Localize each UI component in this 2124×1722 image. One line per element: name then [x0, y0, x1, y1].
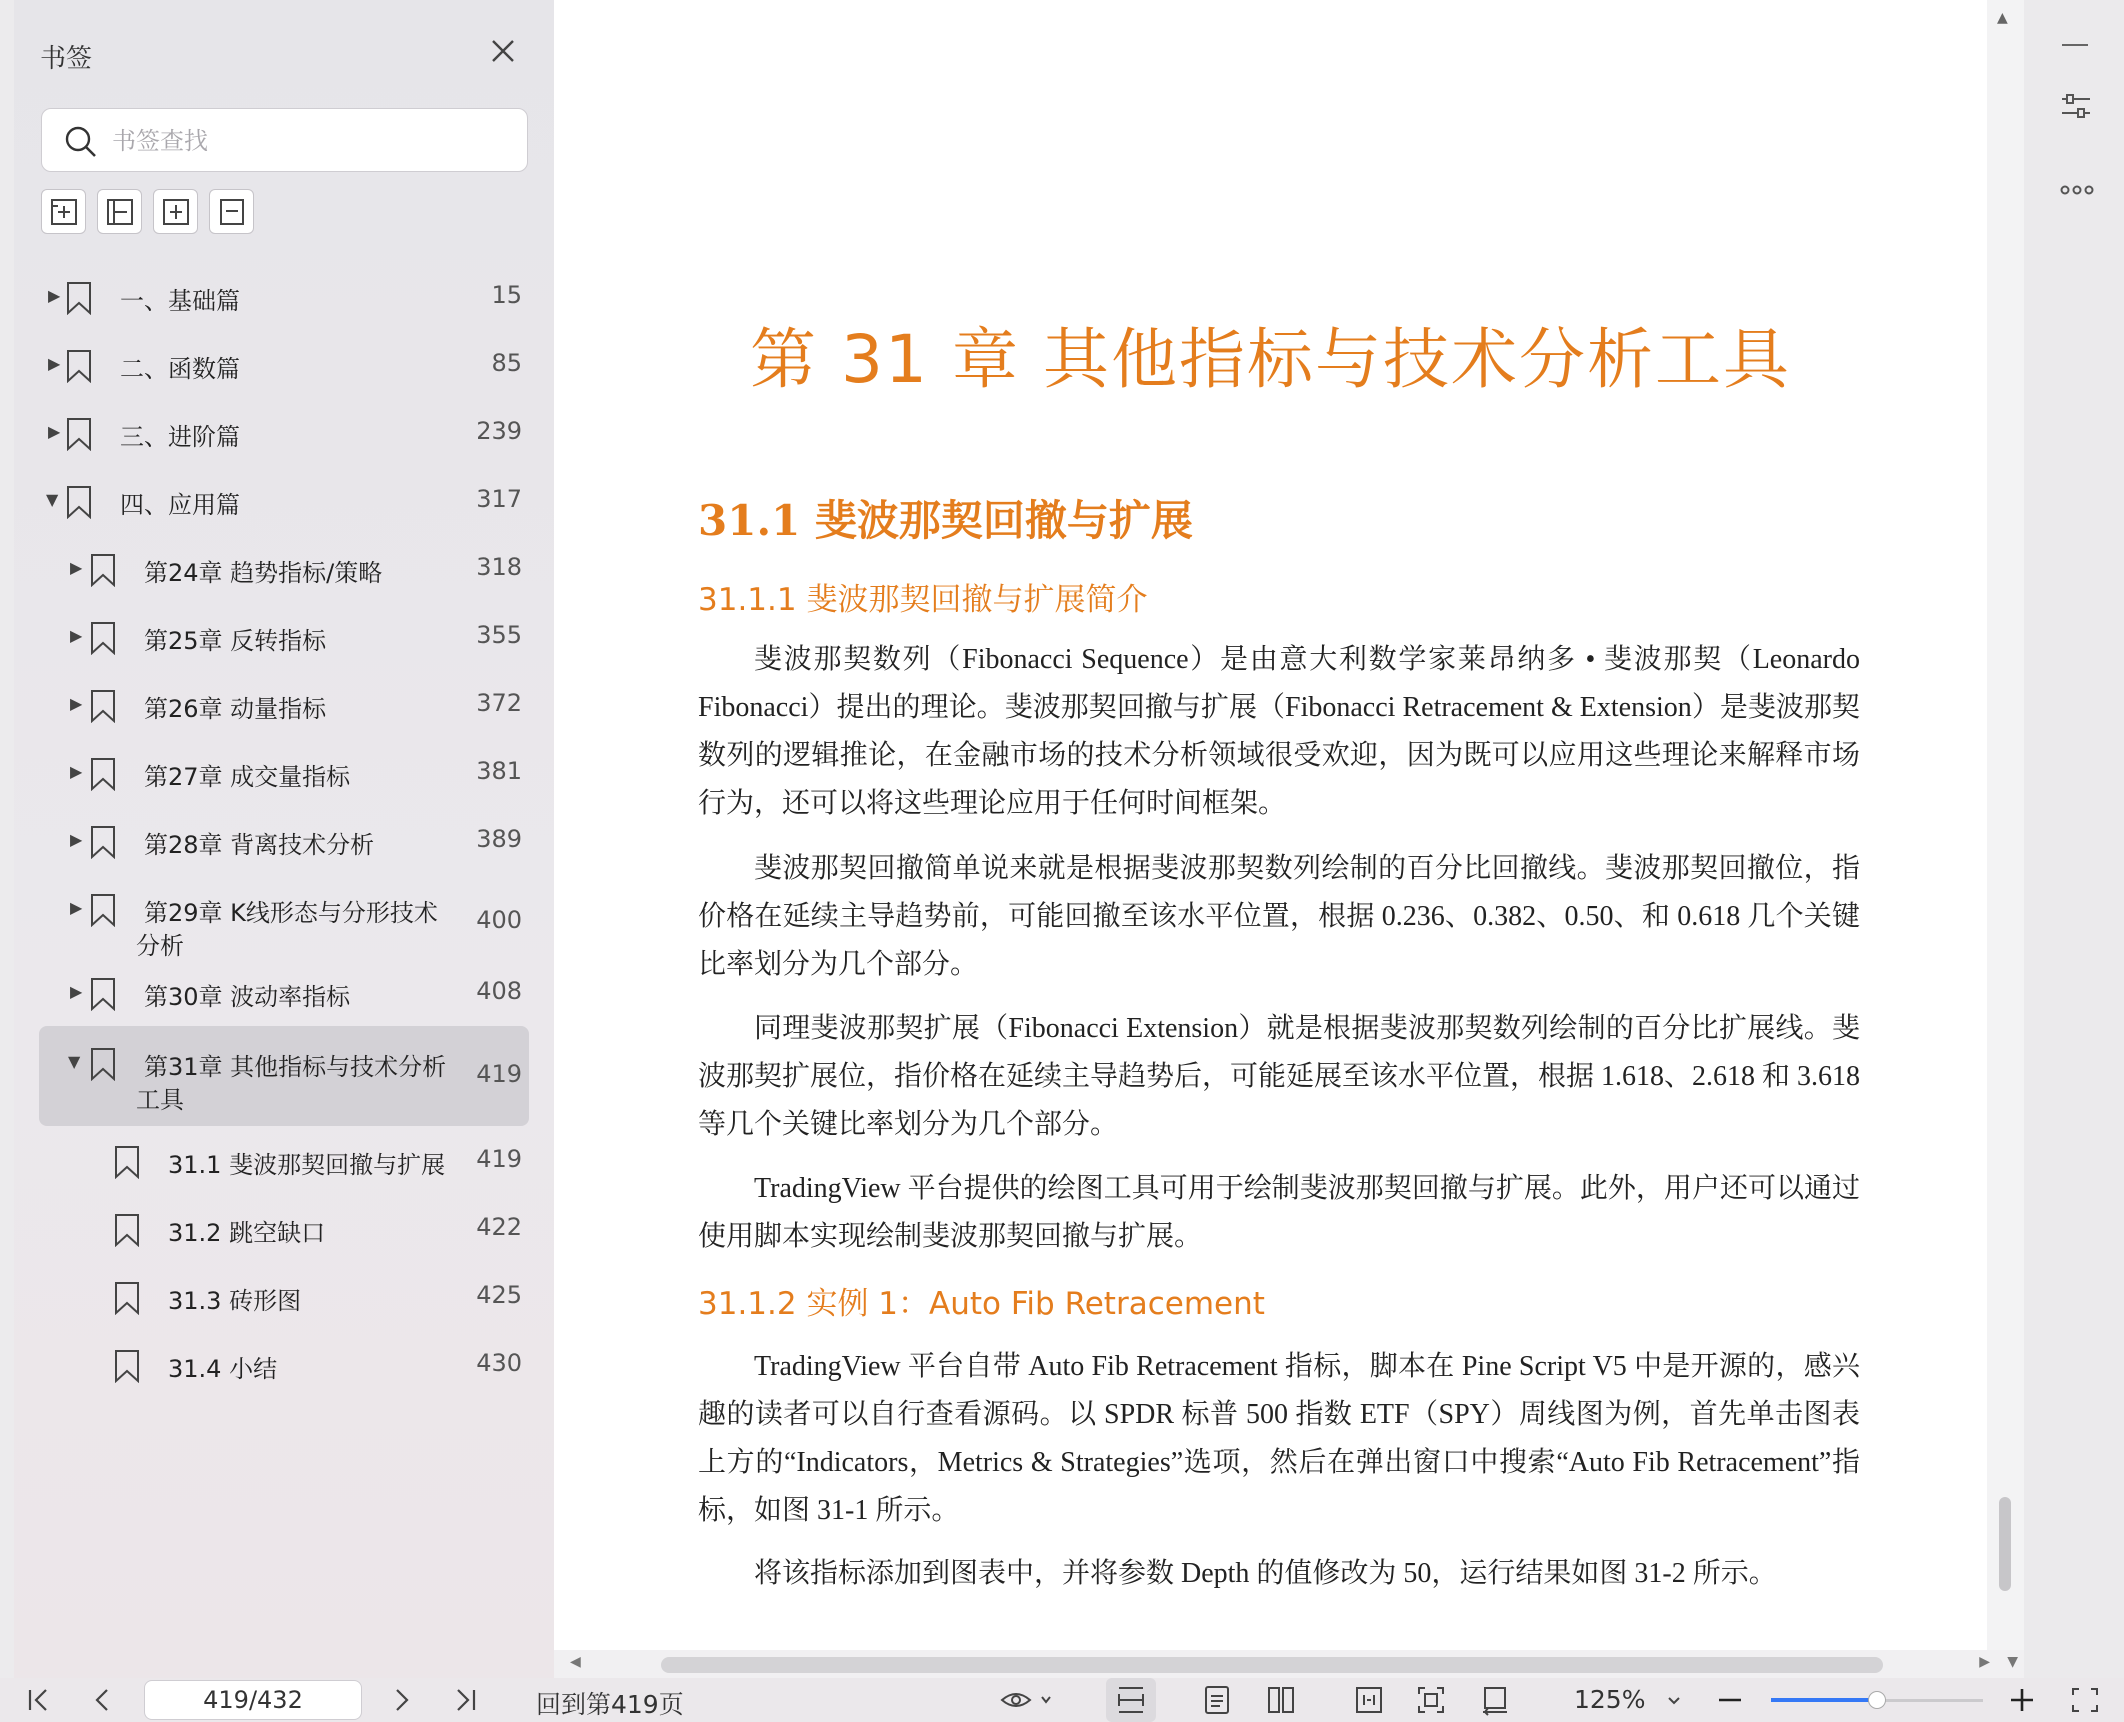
expand-arrow-icon[interactable]: ▶	[70, 558, 83, 577]
zoom-out-button[interactable]	[1716, 1684, 1744, 1716]
panel-title: 书签	[40, 44, 93, 74]
zoom-level[interactable]: 125%	[1574, 1685, 1646, 1714]
bookmark-label: 第30章 波动率指标	[144, 983, 351, 1011]
collapse-bookmark-button[interactable]	[97, 189, 142, 234]
bookmark-label: 31.3 砖形图	[168, 1287, 302, 1315]
bookmark-page: 425	[476, 1281, 522, 1309]
single-page-icon	[1202, 1684, 1232, 1716]
minimize-icon[interactable]	[2060, 30, 2090, 60]
bookmark-label-continued: 工具	[136, 1086, 184, 1114]
two-page-icon	[1266, 1684, 1296, 1716]
bookmark-icon	[90, 757, 116, 791]
subsection-heading: 31.1.2 实例 1：Auto Fib Retracement	[698, 1286, 1265, 1322]
bookmark-icon	[90, 621, 116, 655]
bookmark-label: 31.1 斐波那契回撤与扩展	[168, 1151, 446, 1179]
expand-arrow-icon[interactable]: ▶	[48, 354, 61, 373]
bookmark-page: 85	[491, 349, 522, 377]
bookmark-page: 239	[476, 417, 522, 445]
bookmark-icon	[114, 1213, 140, 1247]
expand-arrow-icon[interactable]: ▶	[70, 982, 83, 1001]
minus-icon	[1716, 1684, 1744, 1716]
zoom-in-button[interactable]	[2008, 1684, 2036, 1716]
bookmark-icon	[90, 1047, 116, 1081]
bookmark-item[interactable]	[14, 876, 554, 962]
bookmark-page: 355	[476, 621, 522, 649]
paragraph: 同理斐波那契扩展（Fibonacci Extension）就是根据斐波那契数列绘制的百分比扩展线。斐波那契扩展位，指价格在延续主导趋势后，可能延展至该水平位置，根据 1.618、2.618 和 3.618 等几个关键比率划分为几个部分。	[698, 1013, 1861, 1140]
next-page-button[interactable]	[390, 1684, 414, 1716]
bookmark-label: 第26章 动量指标	[144, 695, 327, 723]
bookmark-item[interactable]	[14, 1264, 554, 1332]
bookmark-item[interactable]	[14, 740, 554, 808]
scroll-right-arrow-icon[interactable]: ▶	[1979, 1654, 1990, 1670]
right-rail	[2024, 0, 2124, 1678]
bookmark-icon	[90, 553, 116, 587]
expand-arrow-icon[interactable]: ▶	[70, 694, 83, 713]
paragraph: TradingView 平台自带 Auto Fib Retracement 指标，脚本在 Pine Script V5 中是开源的，感兴趣的读者可以自行查看源码。以 SPDR 标普 500 指数 ETF（SPY）周线图为例，首先单击图表上方的“Indicators，Metrics & Strategies”选项，然后在弹出窗口中搜索“Auto Fib Retracement”指标，如图 31-1 所示。	[698, 1351, 1860, 1526]
paragraph: 斐波那契数列（Fibonacci Sequence）是由意大利数学家莱昂纳多 • 斐波那契（Leonardo Fibonacci）提出的理论。斐波那契回撤与扩展（Fibonacci Retracement & Extension）是斐波那契数列的逻辑推论，在金融市场的技术分析领域很受欢迎，因为既可以应用这些理论来解释市场行为，还可以将这些理论应用于任何时间框架。	[698, 644, 1860, 819]
chapter-title: 第 31 章 其他指标与技术分析工具	[750, 321, 1791, 398]
rotate-page-icon	[1480, 1684, 1510, 1716]
bookmark-item[interactable]	[14, 1196, 554, 1264]
bookmark-label: 一、基础篇	[120, 287, 240, 315]
bookmark-item[interactable]	[14, 264, 554, 332]
bookmark-item[interactable]	[14, 1332, 554, 1400]
bookmark-item-selected[interactable]	[14, 1030, 554, 1116]
bottom-toolbar	[0, 1678, 2124, 1722]
vertical-scrollbar[interactable]	[1987, 0, 2024, 1650]
bookmark-item[interactable]	[14, 332, 554, 400]
bookmark-list	[14, 264, 554, 1400]
bookmark-page: 372	[476, 689, 522, 717]
last-page-icon	[454, 1684, 478, 1716]
eye-icon	[1000, 1684, 1060, 1716]
bookmark-item[interactable]	[14, 400, 554, 468]
chevron-right-icon	[390, 1684, 414, 1716]
scroll-up-arrow-icon[interactable]: ▲	[1997, 10, 2008, 26]
pdf-page	[554, 0, 1987, 1650]
bookmark-search[interactable]	[41, 108, 528, 172]
paragraph: 将该指标添加到图表中，并将参数 Depth 的值修改为 50，运行结果如图 31-2 所示。	[754, 1558, 1777, 1589]
bookmark-item[interactable]	[14, 672, 554, 740]
bookmark-page: 15	[491, 281, 522, 309]
first-page-icon	[26, 1684, 50, 1716]
expand-arrow-icon[interactable]: ▶	[70, 898, 83, 917]
horizontal-scrollbar[interactable]	[554, 1650, 2024, 1680]
bookmark-icon	[114, 1281, 140, 1315]
bookmark-page: 408	[476, 977, 522, 1005]
page-number-input[interactable]: 419/432	[144, 1680, 362, 1720]
bookmark-page: 422	[476, 1213, 522, 1241]
bookmark-icon	[114, 1349, 140, 1383]
subsection-heading: 31.1.1 斐波那契回撤与扩展简介	[698, 582, 1148, 618]
view-mode-dropdown[interactable]	[1000, 1684, 1060, 1716]
expand-arrow-icon[interactable]: ▶	[70, 830, 83, 849]
bookmark-page: 430	[476, 1349, 522, 1377]
bookmark-page: 318	[476, 553, 522, 581]
bookmark-label: 第25章 反转指标	[144, 627, 327, 655]
bookmark-label: 31.2 跳空缺口	[168, 1219, 326, 1247]
bookmark-label: 第24章 趋势指标/策略	[144, 559, 383, 587]
goto-page-link[interactable]: 回到第419页	[536, 1690, 684, 1719]
collapse-arrow-icon[interactable]: ▼	[68, 1052, 81, 1071]
bookmark-label: 第29章 K线形态与分形技术	[144, 899, 438, 927]
bookmark-page: 317	[476, 485, 522, 513]
expand-arrow-icon[interactable]: ▶	[48, 422, 61, 441]
more-options-icon[interactable]	[2060, 180, 2094, 200]
bookmark-button[interactable]	[209, 189, 254, 234]
bookmark-page: 389	[476, 825, 522, 853]
bookmark-search-input[interactable]	[112, 119, 512, 163]
bookmark-item[interactable]	[14, 536, 554, 604]
single-page-button[interactable]	[1202, 1684, 1232, 1716]
fit-width-icon	[1354, 1684, 1384, 1716]
bookmark-page: 400	[476, 906, 522, 934]
fit-page-button[interactable]	[1416, 1684, 1446, 1716]
last-page-button[interactable]	[454, 1684, 478, 1716]
bookmark-label: 第31章 其他指标与技术分析	[144, 1053, 447, 1081]
bookmark-panel	[14, 0, 554, 1678]
bookmark-label-continued: 分析	[136, 932, 184, 960]
settings-sliders-icon[interactable]	[2060, 90, 2092, 122]
scroll-down-arrow-icon[interactable]: ▼	[2007, 1654, 2018, 1670]
add-bookmark-button[interactable]	[41, 189, 86, 234]
bookmark-label: 四、应用篇	[120, 491, 240, 519]
scroll-left-arrow-icon[interactable]: ◀	[570, 1654, 581, 1670]
chevron-down-icon	[1664, 1684, 1684, 1716]
bookmark-label: 第27章 成交量指标	[144, 763, 351, 791]
search-icon	[64, 125, 98, 159]
close-icon[interactable]	[488, 36, 518, 66]
section-heading: 31.1 斐波那契回撤与扩展	[698, 496, 1193, 545]
bookmark-label: 31.4 小结	[168, 1355, 278, 1383]
fit-page-icon	[1416, 1684, 1446, 1716]
bookmark-item[interactable]	[14, 1128, 554, 1196]
bookmark-icon	[66, 349, 92, 383]
paragraph: TradingView 平台提供的绘图工具可用于绘制斐波那契回撤与扩展。此外，用户还可以通过使用脚本实现绘制斐波那契回撤与扩展。	[698, 1173, 1860, 1252]
expand-arrow-icon[interactable]: ▶	[70, 762, 83, 781]
collapse-icon	[105, 197, 135, 227]
bookmark-icon	[90, 893, 116, 927]
bookmark-icon	[114, 1145, 140, 1179]
bookmark-label: 二、函数篇	[120, 355, 240, 383]
bookmark-icon	[66, 485, 92, 519]
horizontal-scroll-thumb[interactable]	[661, 1657, 1883, 1673]
fit-width-button[interactable]	[1354, 1684, 1384, 1716]
zoom-slider-fill	[1771, 1698, 1877, 1702]
expand-icon	[161, 197, 191, 227]
paragraph: 斐波那契回撤简单说来就是根据斐波那契数列绘制的百分比回撤线。斐波那契回撤位，指价格在延续主导趋势前，可能回撤至该水平位置，根据 0.236、0.382、0.50、和 0.618 几个关键比率划分为几个部分。	[698, 853, 1860, 980]
previous-page-button[interactable]	[90, 1684, 114, 1716]
plus-icon	[2008, 1684, 2036, 1716]
bookmark-page: 381	[476, 757, 522, 785]
bookmark-page: 419	[476, 1060, 522, 1088]
fullscreen-icon	[2070, 1684, 2100, 1716]
continuous-page-icon	[1116, 1684, 1146, 1716]
fullscreen-button[interactable]	[2070, 1684, 2100, 1716]
add-bookmark-icon	[49, 197, 79, 227]
bookmark-page: 419	[476, 1145, 522, 1173]
bookmark-icon	[90, 689, 116, 723]
bookmark-item[interactable]	[14, 604, 554, 672]
zoom-dropdown[interactable]	[1664, 1684, 1684, 1716]
bookmark-icon	[217, 197, 247, 227]
first-page-button[interactable]	[26, 1684, 50, 1716]
expand-bookmark-button[interactable]	[153, 189, 198, 234]
vertical-scroll-thumb[interactable]	[1999, 1497, 2011, 1591]
two-page-button[interactable]	[1266, 1684, 1296, 1716]
bookmark-icon	[66, 281, 92, 315]
bookmark-item[interactable]	[14, 960, 554, 1028]
bookmark-label: 三、进阶篇	[120, 423, 240, 451]
chevron-left-icon	[90, 1684, 114, 1716]
expand-arrow-icon[interactable]: ▶	[70, 626, 83, 645]
bookmark-icon	[90, 977, 116, 1011]
bookmark-icon	[66, 417, 92, 451]
continuous-scroll-button[interactable]	[1116, 1684, 1146, 1716]
bookmark-item[interactable]	[14, 468, 554, 536]
bookmark-label: 第28章 背离技术分析	[144, 831, 375, 859]
bookmark-item[interactable]	[14, 808, 554, 876]
zoom-slider-handle[interactable]	[1868, 1691, 1886, 1709]
bookmark-icon	[90, 825, 116, 859]
rotate-button[interactable]	[1480, 1684, 1510, 1716]
expand-arrow-icon[interactable]: ▶	[48, 286, 61, 305]
collapse-arrow-icon[interactable]: ▼	[46, 490, 59, 509]
